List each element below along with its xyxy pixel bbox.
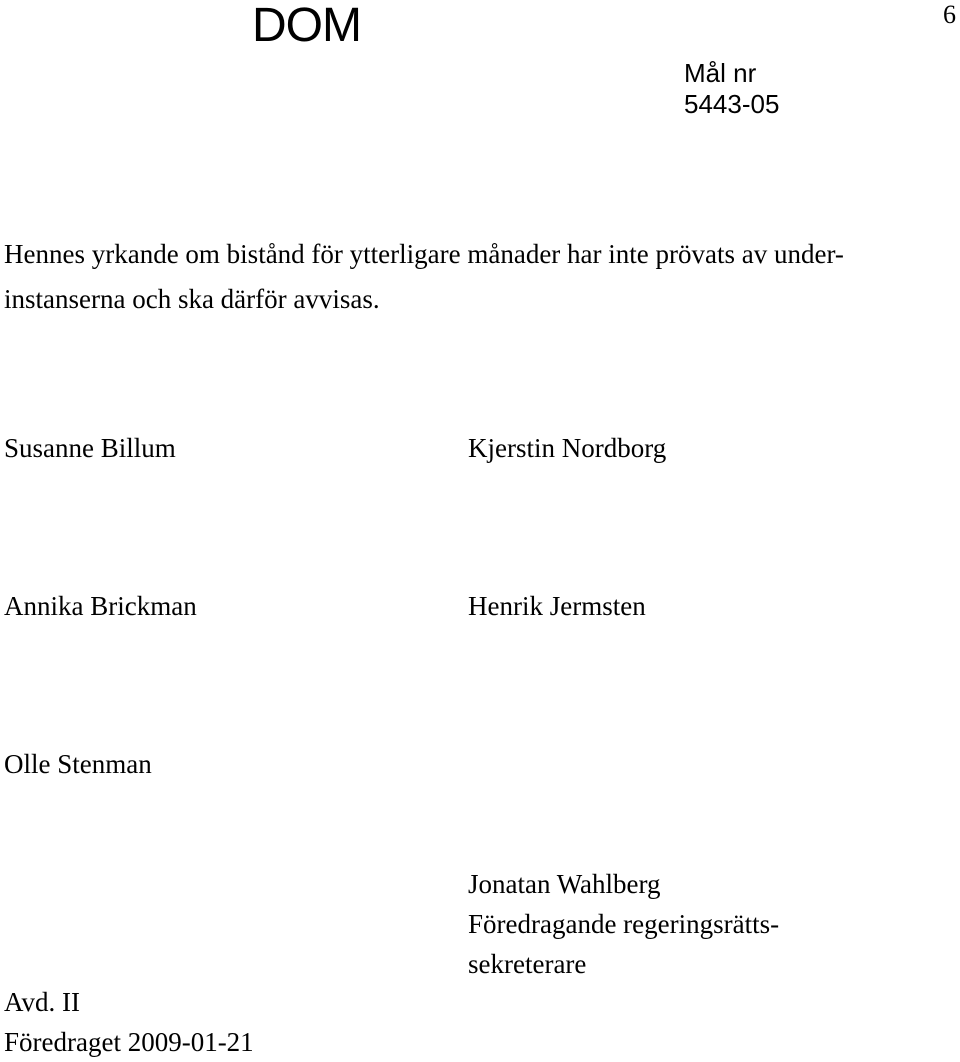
document-title: DOM	[252, 0, 361, 52]
paragraph-line: instanserna och ska därför avvisas.	[4, 284, 380, 314]
division-label: Avd. II	[4, 987, 80, 1017]
signature-name: Henrik Jermsten	[468, 591, 646, 621]
rapporteur-name: Jonatan Wahlberg	[468, 869, 661, 899]
decision-paragraph	[4, 232, 844, 322]
case-number: 5443-05	[684, 89, 780, 119]
signature-name: Susanne Billum	[4, 433, 176, 463]
signature-name: Annika Brickman	[4, 591, 197, 621]
footer-block	[4, 982, 254, 1062]
rapporteur-title: sekreterare	[468, 949, 587, 979]
signature-name: Olle Stenman	[4, 749, 152, 779]
rapporteur-block	[468, 864, 779, 984]
case-label: Mål nr	[684, 58, 757, 88]
case-number-block	[684, 58, 779, 120]
presented-date: Föredraget 2009-01-21	[4, 1027, 254, 1057]
signature-name: Kjerstin Nordborg	[468, 433, 667, 463]
page-number: 6	[943, 0, 956, 29]
paragraph-line: Hennes yrkande om bistånd för ytterligare månader har inte prövats av under-	[4, 239, 844, 269]
rapporteur-title: Föredragande regeringsrätts-	[468, 909, 780, 939]
